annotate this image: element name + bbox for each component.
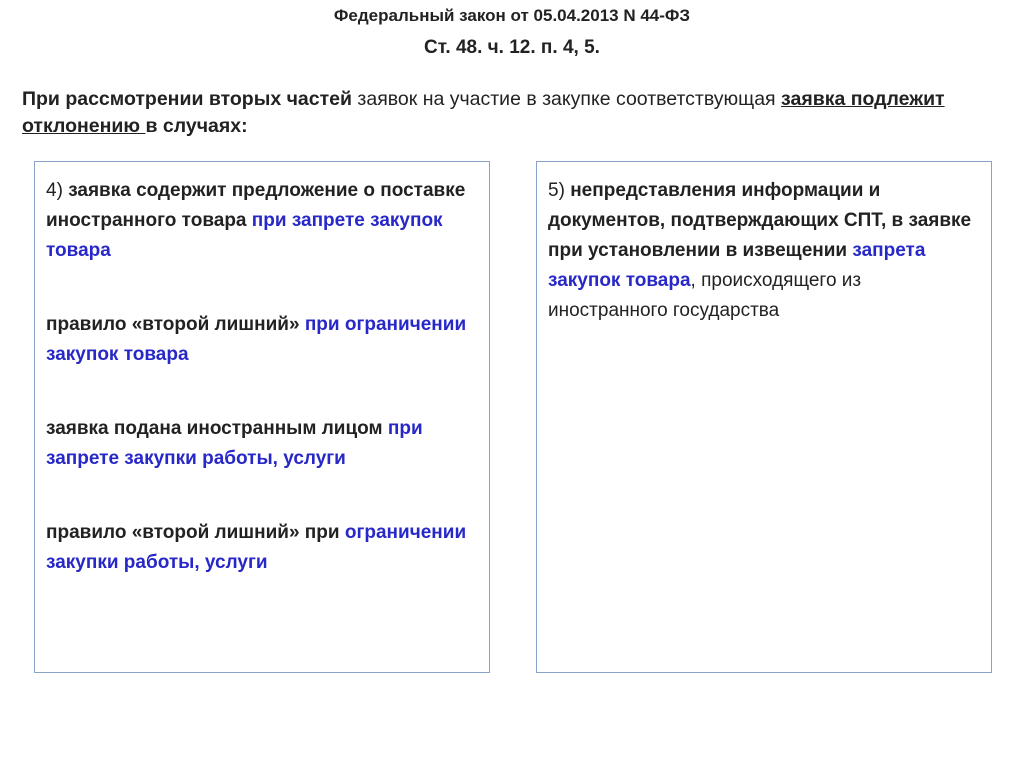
case-4-paragraph	[46, 176, 481, 266]
rule-goods-text: правило «второй лишний»	[46, 314, 305, 335]
foreign-applicant-paragraph	[46, 414, 481, 474]
intro-paragraph	[22, 86, 1007, 140]
foreign-applicant-condition: при запрете закупки работы, услуги	[46, 418, 423, 469]
rule-second-extra-works	[46, 518, 481, 578]
case-5-number: 5)	[548, 180, 571, 201]
case-4-text: заявка содержит предложение о поставке иностранного товара	[46, 180, 466, 231]
rule-works-condition: ограничении закупки работы, услуги	[46, 522, 467, 573]
right-case-box	[536, 161, 992, 673]
case-4-number: 4)	[46, 180, 69, 201]
rule-second-extra-goods	[46, 310, 481, 370]
rule-goods-condition: при ограничении закупок товара	[46, 314, 467, 365]
case-5-paragraph	[548, 176, 983, 326]
article-reference: Ст. 48. ч. 12. п. 4, 5.	[424, 37, 600, 58]
intro-plain-phrase: заявок на участие в закупке соответствующая	[352, 88, 782, 110]
intro-bold-phrase: При рассмотрении вторых частей	[22, 88, 353, 110]
case-5-tail: , происходящего из иностранного государства	[548, 270, 862, 321]
case-5-text: непредставления информации и документов, подтверждающих СПТ, в заявке при установлении в извещении	[548, 180, 972, 261]
rule-works-text: правило «второй лишний» при	[46, 522, 345, 543]
case-4-condition: при запрете закупок товара	[46, 210, 443, 261]
law-title: Федеральный закон от 05.04.2013 N 44-ФЗ	[333, 6, 691, 25]
left-case-box	[34, 161, 490, 673]
case-5-condition: запрета закупок товара	[548, 240, 926, 291]
foreign-applicant-text: заявка подана иностранным лицом	[46, 418, 388, 439]
intro-underlined-phrase: заявка подлежит отклонению	[22, 88, 945, 137]
intro-bold-ending: в случаях:	[145, 115, 248, 137]
